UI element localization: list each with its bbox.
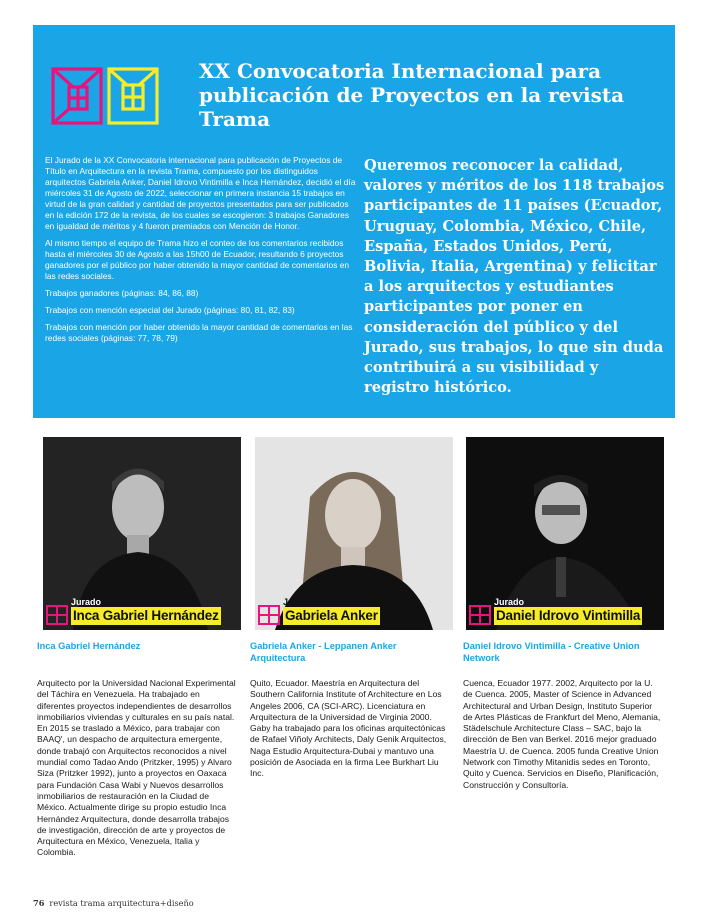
juror-tag-name: Daniel Idrovo Vintimilla bbox=[496, 608, 641, 623]
trama-mark-icon bbox=[46, 605, 68, 625]
trama-mark-icon bbox=[258, 605, 280, 625]
publication-name: revista trama arquitectura+diseño bbox=[49, 898, 194, 908]
jurado-label: Jurado bbox=[283, 597, 314, 607]
highlight-quote: Queremos reconocer la calidad, valores y méritos de los 118 trabajos participantes de 11 países (Ecuador, Uruguay, Colombia, México, Chile, España, Estados Unidos, Perú, Bolivia, Italia, Argentina) y felicitar a los arquitectos y estudiantes participantes por poner en consideración del público y del Jurado, sus trabajos, lo que sin duda contribuirá a su visibilidad y registro histórico. bbox=[364, 157, 665, 397]
trama-mark-icon bbox=[469, 605, 491, 625]
juror-photo bbox=[255, 437, 453, 630]
juror-tag-name: Gabriela Anker bbox=[285, 608, 378, 623]
juror-bio: Arquitecto por la Universidad Nacional Experimental del Táchira en Venezuela. Ha trabajado en diferentes proyectos independientes de desarrollos inmobiliarios viviendas y culturales en su país natal. En 2015 se traslado a México, para trabajar con BAAQ', un despacho de arquitectura emergente, donde trabajó con Arquitectos reconocidos a nivel mundial como Tadao Ando (Pritzker, 1995) y Alvaro Siza (Pritzker 1992), junto a proyectos en Oaxaca para Fundación Casa Wabi y Nuevos desarrollos inmobiliarios de restauración en la Ciudad de México. Actualmente dirige su propio estudio Inca Hernández Arquitectura, donde desarrolla trabajos de investigación, dirección de arte y proyectos de Arquitectura en México, Venezuela, Italia y Colombia. bbox=[37, 678, 236, 858]
juror-tag bbox=[46, 598, 221, 625]
intro-paragraph: Al mismo tiempo el equipo de Trama hizo el conteo de los comentarios recibidos hasta el miércoles 30 de Agosto a las 15h00 de Ecuador, resultando 6 proyectos ganadores por el público por haber obtenido la mayor cantidad de comentarios en las redes sociales. bbox=[45, 238, 350, 281]
winners-line: Trabajos ganadores (páginas: 84, 86, 88) bbox=[45, 288, 199, 298]
juror-caption: Daniel Idrovo Vintimilla - Creative Union Network bbox=[463, 641, 640, 663]
juror-bio: Cuenca, Ecuador 1977. 2002, Arquitecto por la U. de Cuenca. 2005, Master of Science in Advanced Architectural and Urban Design, Instituto Superior de Artes Plásticas de Frankfurt del Meno, Alemania, Städelschule Architecture Class – SAC, bajo la dirección de Ben van Berkel. 2016 mejor graduado Maestría U. de Cuenca. 2005 funda Creative Union Network con Timothy Mitanidis sedes en Toronto, Quito y Cuenca. Servicios en Diseño, Planificación, Construcción y Consultoría. bbox=[463, 678, 661, 790]
jury-mention-line: Trabajos con mención especial del Jurado (páginas: 80, 81, 82, 83) bbox=[45, 305, 295, 315]
public-mention-line: Trabajos con mención por haber obtenido la mayor cantidad de comentarios en las redes sociales (páginas: 77, 78, 79) bbox=[45, 322, 353, 343]
intro-column bbox=[45, 155, 359, 350]
page-footer bbox=[33, 898, 194, 908]
jurado-label: Jurado bbox=[71, 597, 102, 607]
juror-photo bbox=[43, 437, 241, 630]
page-number: 76 bbox=[33, 898, 45, 908]
juror-caption: Inca Gabriel Hernández bbox=[37, 641, 141, 651]
juror-tag bbox=[258, 598, 380, 625]
juror-tag bbox=[469, 598, 642, 625]
juror-bio: Quito, Ecuador. Maestría en Arquitectura del Southern California Institute of Architecture en Los Angeles 2006, CA (SCI-ARC). Licenciatura en Arquitectura de la Universidad de Virginia 2000. Gaby ha trabajado para los oficinas arquitectónicas de Rafael Viñoly Architects, Daly Genik Arquitectos, Naga Estudio Arquitectura-Dubai y mantuvo una posición de Asociada en la firma Lee Burkhart Liu Inc. bbox=[250, 678, 447, 779]
juror-photo bbox=[466, 437, 664, 630]
article-title: XX Convocatoria Internacional para publicación de Proyectos en la revista Trama bbox=[199, 59, 625, 131]
trama-logo-icon bbox=[51, 65, 159, 127]
juror-tag-name: Inca Gabriel Hernández bbox=[73, 608, 219, 623]
hero-panel bbox=[33, 25, 675, 418]
juror-caption: Gabriela Anker - Leppanen Anker Arquitectura bbox=[250, 641, 397, 663]
jurado-label: Jurado bbox=[494, 597, 525, 607]
intro-paragraph: El Jurado de la XX Convocatoria internacional para publicación de Proyectos de Título en Arquitectura en la revista Trama, compuesto por los distinguidos arquitectos Gabriela Anker, Daniel Idrovo Vintimilla e Inca Hernández, decidió el día miércoles 31 de Agosto de 2022, seleccionar en primera instancia 15 trabajos en virtud de la gran calidad y cantidad de proyectos presentados para ser publicados en la edición 172 de la revista, de los cuales se escogieron: 3 trabajos Ganadores en igualdad de méritos y 4 fueron premiados con Mención de Honor. bbox=[45, 155, 356, 231]
